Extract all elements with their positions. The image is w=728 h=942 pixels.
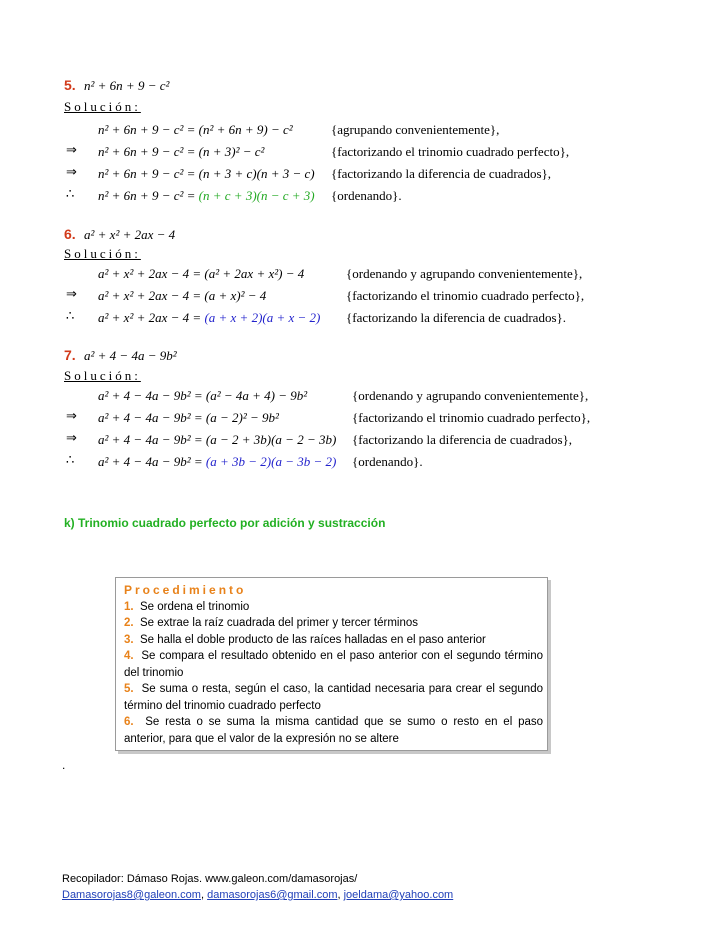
therefore-symbol: ∴ [66,309,75,324]
procedure-step: 4. Se compara el resultado obtenido en el paso anterior con el segundo término del trinomio [124,650,543,679]
email-link[interactable]: joeldama@yahoo.com [343,889,454,901]
implies-symbol: ⇒ [66,287,77,302]
section-heading: k) Trinomio cuadrado perfecto por adición y sustracción [64,516,386,530]
factored-answer: (n + c + 3)(n − c + 3) [198,188,315,203]
implies-symbol: ⇒ [66,165,77,180]
step-expression: n² + 6n + 9 − c² = (n + c + 3)(n − c + 3) [98,188,315,203]
solution-label: Solución: [64,99,141,114]
step-note: {factorizando la diferencia de cuadrados}, [331,166,552,181]
step-expression: n² + 6n + 9 − c² = (n + 3)² − c² [98,144,265,159]
step-note: {factorizando el trinomio cuadrado perfecto}, [346,288,585,303]
procedure-step: 6. Se resta o se suma la misma cantidad que se sumo o resto en el paso anterior, para que el valor de la expresión no se altere [124,716,544,745]
procedure-box [115,577,548,751]
problem-number: 6. [64,226,76,242]
procedure-step: 2. Se extrae la raíz cuadrada del primer y tercer términos [124,617,419,629]
step-expression: a² + x² + 2ax − 4 = (a² + 2ax + x²) − 4 [98,266,305,281]
step-expression: n² + 6n + 9 − c² = (n + 3 + c)(n + 3 − c) [98,166,315,181]
problem-expression: a² + 4 − 4a − 9b² [84,348,177,363]
step-note: {ordenando}. [352,454,423,469]
step-note: {factorizando el trinomio cuadrado perfecto}, [331,144,570,159]
problem-expression: a² + x² + 2ax − 4 [84,227,176,242]
step-note: {factorizando el trinomio cuadrado perfecto}, [352,410,591,425]
therefore-symbol: ∴ [66,187,75,202]
stray-dot: . [62,758,66,772]
step-note: {ordenando y agrupando convenientemente}, [352,388,589,403]
step-expression: a² + 4 − 4a − 9b² = (a + 3b − 2)(a − 3b − 2) [98,454,337,469]
footer-links: Damasorojas8@galeon.com, damasorojas6@gmail.com, joeldama@yahoo.com [62,889,454,901]
step-expression: a² + x² + 2ax − 4 = (a + x)² − 4 [98,288,267,303]
email-link[interactable]: Damasorojas8@galeon.com [62,889,201,901]
step-note: {agrupando convenientemente}, [331,122,500,137]
factored-answer: (a + 3b − 2)(a − 3b − 2) [205,454,337,469]
procedure-step: 1. Se ordena el trinomio [124,600,250,613]
step-expression: a² + x² + 2ax − 4 = (a + x + 2)(a + x − 2) [98,310,321,325]
footer-credit: Recopilador: Dámaso Rojas. www.galeon.com/damasorojas/ [62,873,358,885]
factored-answer: (a + x + 2)(a + x − 2) [204,310,321,325]
email-link[interactable]: damasorojas6@gmail.com [207,889,338,901]
implies-symbol: ⇒ [66,409,77,424]
step-expression: n² + 6n + 9 − c² = (n² + 6n + 9) − c² [98,122,293,137]
solution-label: Solución: [64,368,141,383]
procedure-title: Procedimiento [124,583,247,597]
solution-label: Solución: [64,246,141,261]
problem-number: 5. [64,77,76,93]
implies-symbol: ⇒ [66,143,77,158]
step-note: {factorizando la diferencia de cuadrados}, [352,432,573,447]
therefore-symbol: ∴ [66,453,75,468]
step-expression: a² + 4 − 4a − 9b² = (a² − 4a + 4) − 9b² [98,388,308,403]
step-expression: a² + 4 − 4a − 9b² = (a − 2)² − 9b² [98,410,279,425]
problem-number: 7. [64,347,76,363]
step-note: {ordenando y agrupando convenientemente}, [346,266,583,281]
procedure-step: 5. Se suma o resta, según el caso, la cantidad necesaria para crear el segundo término del trinomio cuadrado perfecto [124,683,543,712]
step-expression: a² + 4 − 4a − 9b² = (a − 2 + 3b)(a − 2 − 3b) [98,432,337,447]
procedure-step: 3. Se halla el doble producto de las raíces halladas en el paso anterior [124,633,486,646]
step-note: {ordenando}. [331,188,402,203]
step-note: {factorizando la diferencia de cuadrados}. [346,310,567,325]
implies-symbol: ⇒ [66,431,77,446]
problem-expression: n² + 6n + 9 − c² [84,78,170,93]
